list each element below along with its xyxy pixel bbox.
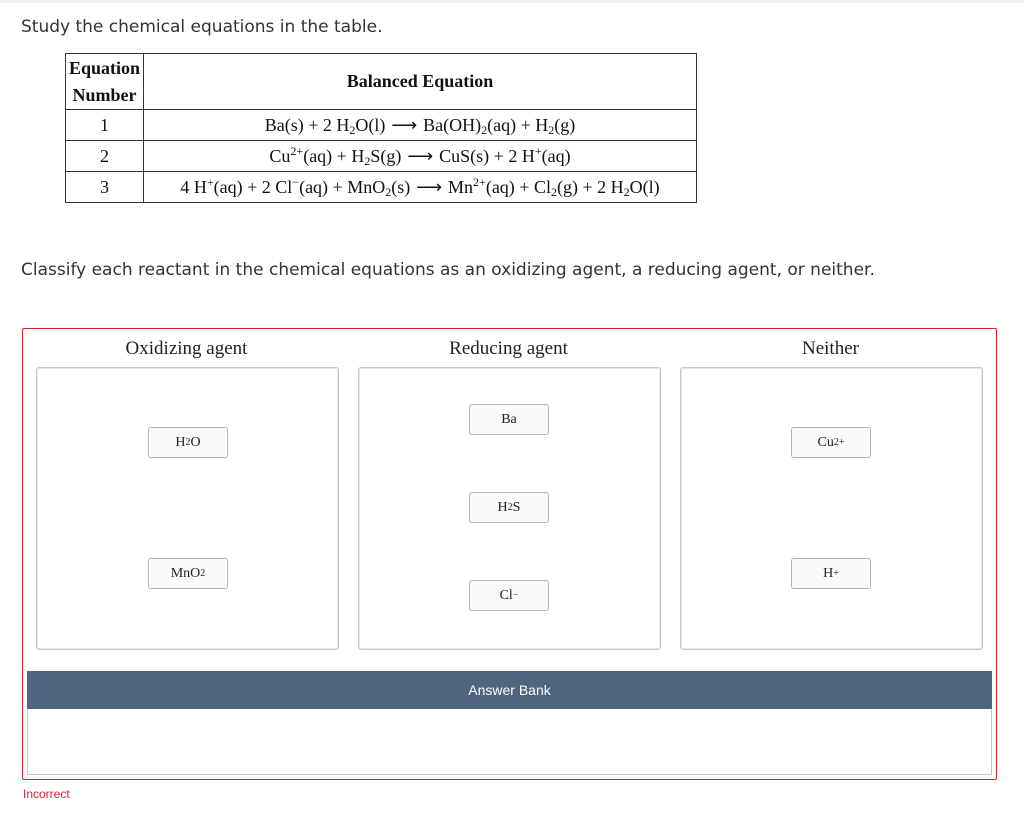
header-equation-number <box>66 54 144 110</box>
equation-number: 2 <box>66 141 144 172</box>
status-incorrect: Incorrect <box>23 787 70 801</box>
top-divider <box>0 0 1024 3</box>
bin-title-neither: Neither <box>802 338 859 359</box>
token-cu2-plus[interactable]: Cu 2+ <box>791 427 871 458</box>
equation-2: $Cu^{2+}(aq) + H_2S(g)$ ⟶ CuS(s) + 2 H+(aq) <box>144 141 697 172</box>
arrow-icon: ⟶ <box>416 176 443 197</box>
header-number-line1: Equation <box>68 57 141 78</box>
answer-bank-area[interactable] <box>27 709 992 775</box>
token-ba[interactable]: Ba <box>469 404 549 435</box>
equations-table <box>65 53 697 203</box>
token-h-plus[interactable]: H + <box>791 558 871 589</box>
arrow-icon: ⟶ <box>407 145 434 166</box>
table-row <box>66 172 697 203</box>
token-mno2[interactable]: MnO 2 <box>148 558 228 589</box>
token-h2s[interactable]: H 2 S <box>469 492 549 523</box>
equation-1: Ba(s) + 2 $H_2O(l)$ ⟶ $Ba(OH)_2(aq) + H_2(g)$ <box>144 110 697 141</box>
equation-3: 4 H+(aq) + 2 Cl−(aq) + MnO$_2$(s) ⟶ $Mn^{2+}(aq) + Cl_2(g) + 2$ $H_2O(l)$ <box>144 172 697 203</box>
token-h2o[interactable]: H 2 O <box>148 427 228 458</box>
classification-area <box>22 328 997 780</box>
table-header-row <box>66 54 697 110</box>
equation-number: 3 <box>66 172 144 203</box>
bin-title-reducing: Reducing agent <box>449 338 568 359</box>
table-row <box>66 141 697 172</box>
instruction-text: Classify each reactant in the chemical equations as an oxidizing agent, a reducing agent, or neither. <box>21 260 875 280</box>
arrow-icon: ⟶ <box>391 114 418 135</box>
bin-oxidizing-agent[interactable] <box>36 367 339 650</box>
equation-number: 1 <box>66 110 144 141</box>
token-cl-minus[interactable]: Cl − <box>469 580 549 611</box>
bin-reducing-agent[interactable] <box>358 367 661 650</box>
header-number-line2: Number <box>72 84 137 105</box>
table-row <box>66 110 697 141</box>
bin-neither[interactable] <box>680 367 983 650</box>
header-balanced-equation: Balanced Equation <box>144 54 697 110</box>
answer-bank-header: Answer Bank <box>27 671 992 709</box>
bin-title-oxidizing: Oxidizing agent <box>125 338 248 359</box>
intro-text: Study the chemical equations in the table. <box>21 17 383 37</box>
